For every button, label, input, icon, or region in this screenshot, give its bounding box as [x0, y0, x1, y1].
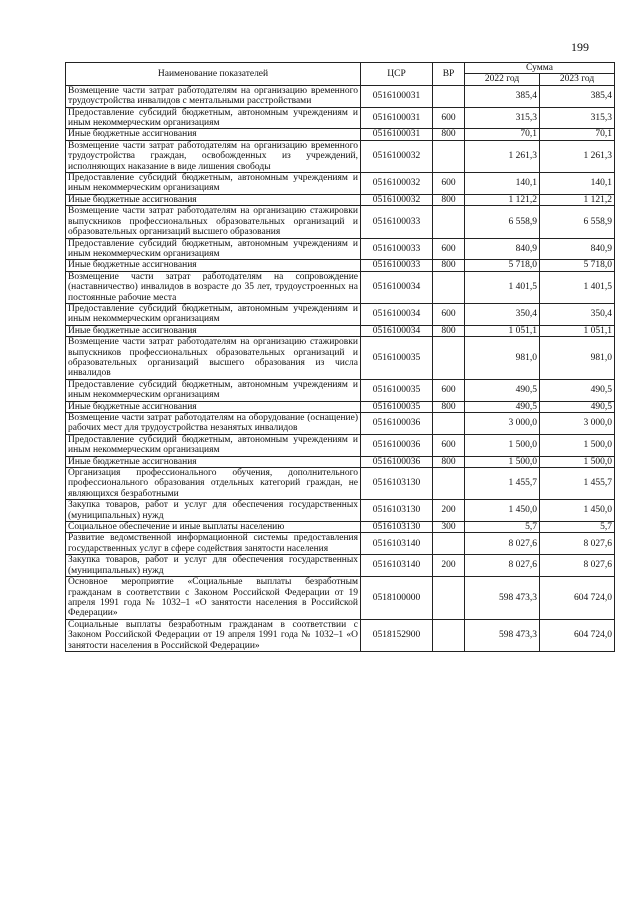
header-vr: ВР [433, 63, 465, 86]
table-row [66, 468, 615, 500]
row-name: Иные бюджетные ассигнования [66, 456, 361, 467]
row-name: Возмещение части затрат работодателям на оборудование (оснащение) рабочих мест для трудоустройства незанятых инвалидов [66, 413, 361, 435]
row-vr: 800 [433, 260, 465, 271]
row-vr [433, 468, 465, 500]
row-name: Социальные выплаты безработным гражданам в соответствии с Законом Российской Федерации от 19 апреля 1991 года № 1032–1 «О занятости населения в Российской Федерации» [66, 619, 361, 651]
row-vr: 600 [433, 238, 465, 260]
row-sum-2023: 5 718,0 [540, 260, 615, 271]
row-name: Социальное обеспечение и иные выплаты населению [66, 522, 361, 533]
row-vr [433, 577, 465, 620]
row-name: Предоставление субсидий бюджетным, автономным учреждениям и иным некоммерческим организациям [66, 434, 361, 456]
row-name: Предоставление субсидий бюджетным, автономным учреждениям и иным некоммерческим организациям [66, 303, 361, 325]
row-name: Организация профессионального обучения, дополнительного профессионального образования отдельных категорий граждан, не являющихся безработными [66, 468, 361, 500]
row-vr: 200 [433, 555, 465, 577]
row-sum-2022: 490,5 [465, 401, 540, 412]
row-sum-2023: 1 500,0 [540, 456, 615, 467]
row-code: 0516100032 [361, 140, 433, 172]
row-sum-2022: 490,5 [465, 379, 540, 401]
table-row [66, 107, 615, 129]
row-vr: 800 [433, 194, 465, 205]
row-name: Развитие ведомственной информационной системы предоставления государственных услуг в сфере содействия занятости населения [66, 533, 361, 555]
row-sum-2023: 1 051,1 [540, 325, 615, 336]
row-vr: 600 [433, 173, 465, 195]
row-vr [433, 206, 465, 238]
row-name: Предоставление субсидий бюджетным, автономным учреждениям и иным некоммерческим организациям [66, 173, 361, 195]
row-vr [433, 337, 465, 380]
row-sum-2022: 840,9 [465, 238, 540, 260]
row-sum-2023: 840,9 [540, 238, 615, 260]
row-code: 0516100031 [361, 107, 433, 129]
row-code: 0516100033 [361, 260, 433, 271]
row-name: Иные бюджетные ассигнования [66, 325, 361, 336]
row-code: 0516100034 [361, 303, 433, 325]
row-sum-2023: 350,4 [540, 303, 615, 325]
row-name: Иные бюджетные ассигнования [66, 401, 361, 412]
table-row [66, 555, 615, 577]
table-row [66, 379, 615, 401]
row-code: 0516103140 [361, 533, 433, 555]
row-vr: 600 [433, 303, 465, 325]
row-name: Закупка товаров, работ и услуг для обеспечения государственных (муниципальных) нужд [66, 500, 361, 522]
row-sum-2023: 70,1 [540, 129, 615, 140]
budget-table [65, 62, 615, 652]
row-vr: 300 [433, 522, 465, 533]
header-year-2023: 2023 год [540, 74, 615, 85]
table-row [66, 206, 615, 238]
table-row [66, 325, 615, 336]
row-code: 0516100035 [361, 401, 433, 412]
row-name: Иные бюджетные ассигнования [66, 260, 361, 271]
header-code: ЦСР [361, 63, 433, 86]
row-sum-2023: 3 000,0 [540, 413, 615, 435]
row-vr [433, 533, 465, 555]
row-name: Возмещение части затрат работодателям на организацию временного трудоустройства граждан, освобожденных из учреждений, исполняющих наказание в виде лишения свободы [66, 140, 361, 172]
row-code: 0516100032 [361, 173, 433, 195]
row-code: 0516100033 [361, 238, 433, 260]
table-row [66, 619, 615, 651]
row-sum-2022: 8 027,6 [465, 533, 540, 555]
row-sum-2023: 981,0 [540, 337, 615, 380]
row-code: 0516100032 [361, 194, 433, 205]
row-sum-2022: 5,7 [465, 522, 540, 533]
row-sum-2023: 1 455,7 [540, 468, 615, 500]
row-vr: 200 [433, 500, 465, 522]
row-code: 0516100034 [361, 325, 433, 336]
header-sum: Сумма [465, 63, 615, 74]
table-row [66, 85, 615, 107]
table-row [66, 173, 615, 195]
row-sum-2022: 3 000,0 [465, 413, 540, 435]
row-code: 0516100033 [361, 206, 433, 238]
table-row [66, 577, 615, 620]
row-sum-2023: 1 450,0 [540, 500, 615, 522]
row-sum-2023: 604 724,0 [540, 619, 615, 651]
table-row [66, 522, 615, 533]
row-vr: 600 [433, 107, 465, 129]
row-vr [433, 140, 465, 172]
row-sum-2022: 70,1 [465, 129, 540, 140]
row-code: 0516100035 [361, 379, 433, 401]
row-sum-2022: 1 121,2 [465, 194, 540, 205]
table-row [66, 456, 615, 467]
row-sum-2022: 1 261,3 [465, 140, 540, 172]
row-sum-2023: 1 401,5 [540, 271, 615, 303]
row-sum-2023: 490,5 [540, 379, 615, 401]
row-sum-2023: 5,7 [540, 522, 615, 533]
row-sum-2022: 598 473,3 [465, 577, 540, 620]
table-row [66, 413, 615, 435]
row-vr: 800 [433, 456, 465, 467]
row-sum-2023: 385,4 [540, 85, 615, 107]
header-year-2022: 2022 год [465, 74, 540, 85]
row-sum-2023: 1 500,0 [540, 434, 615, 456]
row-vr: 800 [433, 129, 465, 140]
row-sum-2022: 1 051,1 [465, 325, 540, 336]
row-sum-2023: 315,3 [540, 107, 615, 129]
row-sum-2022: 981,0 [465, 337, 540, 380]
row-sum-2022: 1 500,0 [465, 456, 540, 467]
row-sum-2023: 1 261,3 [540, 140, 615, 172]
row-sum-2023: 8 027,6 [540, 533, 615, 555]
row-sum-2022: 598 473,3 [465, 619, 540, 651]
row-sum-2022: 6 558,9 [465, 206, 540, 238]
table-row [66, 238, 615, 260]
row-code: 0518100000 [361, 577, 433, 620]
row-sum-2023: 6 558,9 [540, 206, 615, 238]
row-code: 0516100031 [361, 85, 433, 107]
row-vr: 800 [433, 325, 465, 336]
row-sum-2023: 604 724,0 [540, 577, 615, 620]
row-name: Иные бюджетные ассигнования [66, 194, 361, 205]
row-name: Предоставление субсидий бюджетным, автономным учреждениям и иным некоммерческим организациям [66, 107, 361, 129]
row-vr [433, 85, 465, 107]
row-vr: 600 [433, 379, 465, 401]
row-sum-2023: 8 027,6 [540, 555, 615, 577]
table-row [66, 303, 615, 325]
row-sum-2022: 8 027,6 [465, 555, 540, 577]
row-code: 0516100036 [361, 434, 433, 456]
row-name: Возмещение части затрат работодателям на сопровождение (наставничество) инвалидов в возрасте до 35 лет, трудоустроенных на постоянные рабочие места [66, 271, 361, 303]
row-name: Основное мероприятие «Социальные выплаты безработным гражданам в соответствии с Законом Российской Федерации от 19 апреля 1991 года № 1032–1 «О занятости населения в Российской Федерации» [66, 577, 361, 620]
table-row [66, 401, 615, 412]
row-sum-2022: 1 401,5 [465, 271, 540, 303]
table-row [66, 140, 615, 172]
row-code: 0516103130 [361, 500, 433, 522]
table-row [66, 500, 615, 522]
row-name: Возмещение части затрат работодателям на организацию стажировки выпускников профессиональных образовательных организаций и образовательных организаций высшего образования [66, 206, 361, 238]
table-header [66, 63, 615, 86]
row-name: Возмещение части затрат работодателям на организацию стажировки выпускников профессиональных образовательных организаций и образовательных организаций высшего образования из числа инвалидов [66, 337, 361, 380]
header-name: Наименование показателей [66, 63, 361, 86]
row-vr [433, 413, 465, 435]
row-name: Возмещение части затрат работодателям на организацию временного трудоустройства инвалидов с ментальными расстройствами [66, 85, 361, 107]
table-row [66, 194, 615, 205]
row-sum-2022: 140,1 [465, 173, 540, 195]
row-code: 0516103130 [361, 468, 433, 500]
row-name: Иные бюджетные ассигнования [66, 129, 361, 140]
table-row [66, 260, 615, 271]
row-vr [433, 619, 465, 651]
page-number: 199 [571, 40, 589, 54]
row-code: 0516100036 [361, 413, 433, 435]
row-sum-2022: 1 450,0 [465, 500, 540, 522]
row-name: Предоставление субсидий бюджетным, автономным учреждениям и иным некоммерческим организациям [66, 238, 361, 260]
table-row [66, 533, 615, 555]
table-row [66, 337, 615, 380]
table-body [66, 85, 615, 651]
row-code: 0516103130 [361, 522, 433, 533]
row-sum-2023: 1 121,2 [540, 194, 615, 205]
row-sum-2022: 385,4 [465, 85, 540, 107]
row-sum-2022: 1 455,7 [465, 468, 540, 500]
row-sum-2022: 315,3 [465, 107, 540, 129]
table-row [66, 434, 615, 456]
row-name: Предоставление субсидий бюджетным, автономным учреждениям и иным некоммерческим организациям [66, 379, 361, 401]
row-vr: 600 [433, 434, 465, 456]
row-sum-2023: 140,1 [540, 173, 615, 195]
row-code: 0516100036 [361, 456, 433, 467]
row-code: 0516103140 [361, 555, 433, 577]
row-code: 0518152900 [361, 619, 433, 651]
row-vr: 800 [433, 401, 465, 412]
row-vr [433, 271, 465, 303]
row-name: Закупка товаров, работ и услуг для обеспечения государственных (муниципальных) нужд [66, 555, 361, 577]
row-sum-2022: 350,4 [465, 303, 540, 325]
row-sum-2022: 5 718,0 [465, 260, 540, 271]
row-code: 0516100035 [361, 337, 433, 380]
row-code: 0516100031 [361, 129, 433, 140]
row-sum-2022: 1 500,0 [465, 434, 540, 456]
row-sum-2023: 490,5 [540, 401, 615, 412]
table-row [66, 271, 615, 303]
table-row [66, 129, 615, 140]
row-code: 0516100034 [361, 271, 433, 303]
